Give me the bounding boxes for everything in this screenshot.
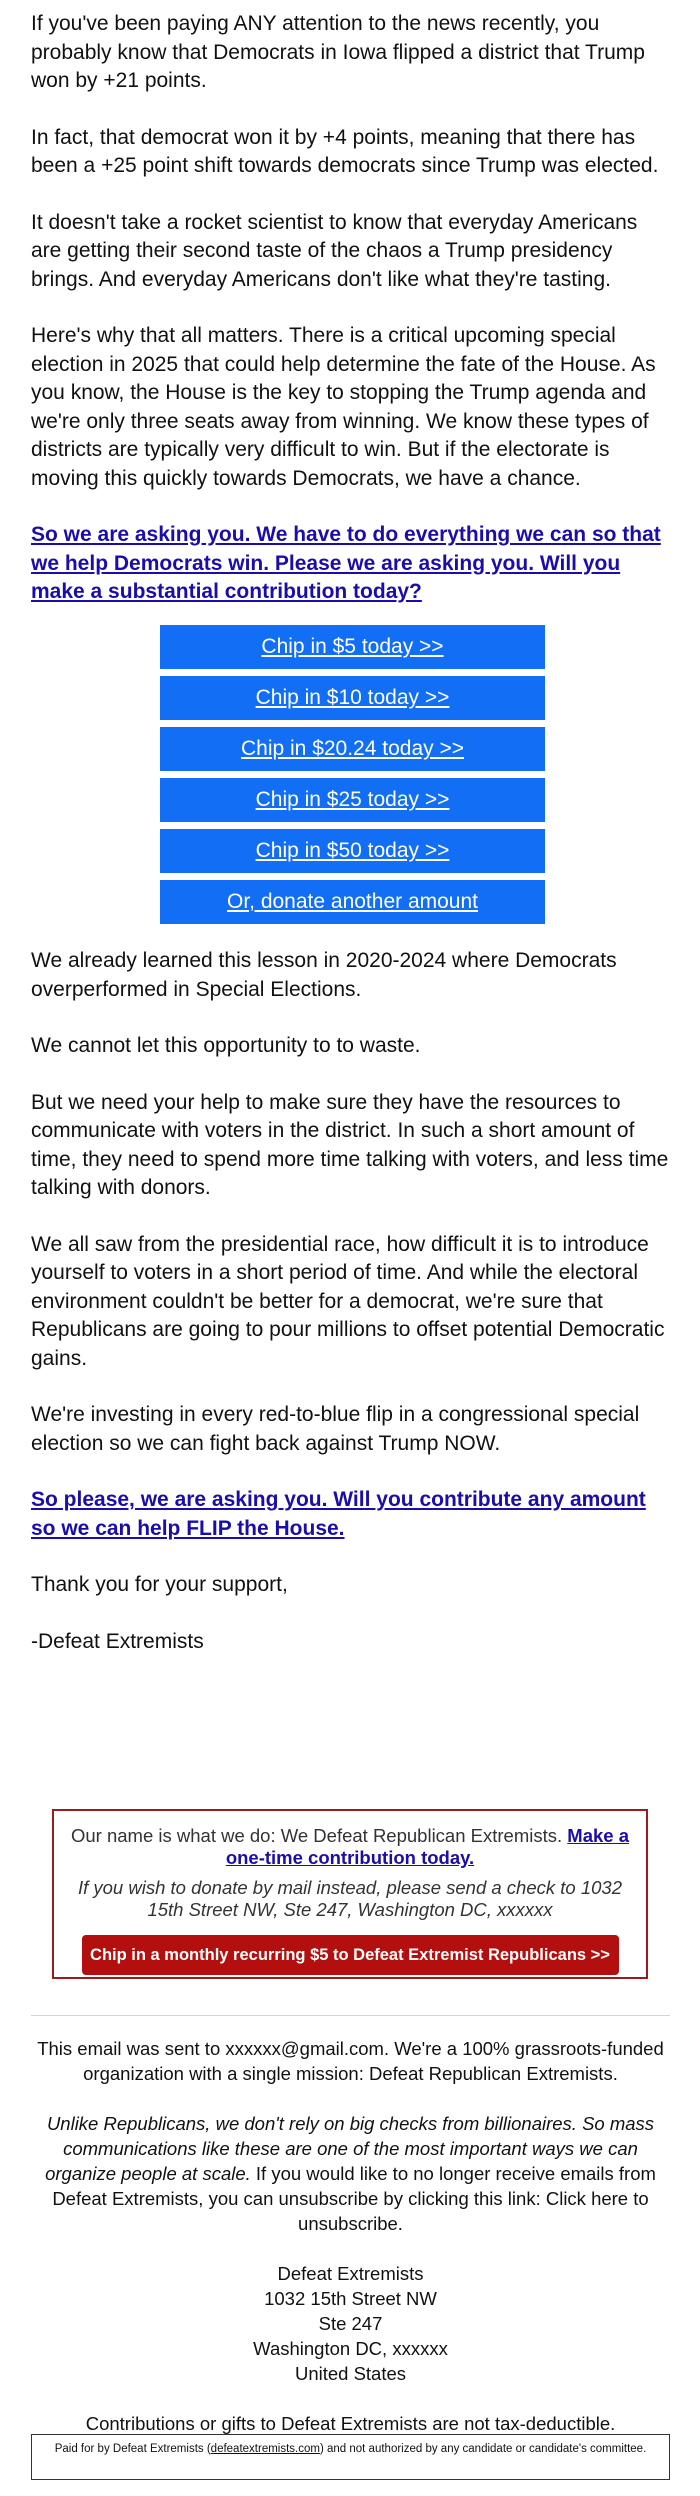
body-paragraph-5: We're investing in every red-to-blue flip in a congressional special election so we can fight back against Trump NOW. (31, 1403, 640, 1455)
body-section (31, 947, 671, 1684)
flip-house-cta-link[interactable]: So please, we are asking you. Will you contribute any amount so we can help FLIP the House. (31, 1488, 646, 1540)
intro-paragraph-3: It doesn't take a rocket scientist to know that everyday Americans are getting their second taste of the chaos a Trump presidency brings. And everyday Americans don't like what they're tasting. (31, 210, 638, 291)
intro-paragraph-2: In fact, that democrat won it by +4 points, meaning that there has been a +25 point shift towards democrats since Trump was elected. (31, 125, 659, 177)
signature: -Defeat Extremists (31, 1629, 204, 1653)
footer-italic-text: Unlike Republicans, we don't rely on big checks from billionaires. So mass communications like these are one of the most important ways we can organize people at scale. (45, 2113, 655, 2184)
contribution-cta-link[interactable]: So we are asking you. We have to do everything we can so that we help Democrats win. Please we are asking you. Will you make a substantial contribution today? (31, 523, 661, 603)
promo-mission-text: Our name is what we do: We Defeat Republican Extremists. (70, 1825, 563, 1846)
donate-other-amount-button[interactable]: Or, donate another amount (160, 880, 545, 924)
address-line-org: Defeat Extremists (277, 2263, 424, 2284)
chip-in-25-button[interactable]: Chip in $25 today >> (160, 778, 545, 822)
intro-section (31, 10, 671, 635)
address-line-street: 1032 15th Street NW (264, 2288, 437, 2309)
intro-paragraph-1: If you've been paying ANY attention to the news recently, you probably know that Democrats in Iowa flipped a district that Trump won by +21 points. (31, 12, 645, 92)
tax-note: Contributions or gifts to Defeat Extremists are not tax-deductible. (85, 2413, 616, 2434)
body-paragraph-2: We cannot let this opportunity to to waste. (31, 1034, 421, 1057)
chip-in-10-button[interactable]: Chip in $10 today >> (160, 676, 545, 720)
promo-box (52, 1809, 648, 1979)
sent-to-text: This email was sent to xxxxxx@gmail.com. We're a 100% grassroots-funded organization with a single mission: Defeat Republican Extremists. (37, 2038, 664, 2084)
mail-donation-note: If you wish to donate by mail instead, please send a check to 1032 15th Street NW, Ste 247, Washington DC, xxxxxx (77, 1877, 623, 1920)
chip-in-20-24-button[interactable]: Chip in $20.24 today >> (160, 727, 545, 771)
mailing-address (31, 2261, 670, 2386)
monthly-recurring-button[interactable]: Chip in a monthly recurring $5 to Defeat Extremist Republicans >> (82, 1935, 619, 1975)
address-line-city: Washington DC, xxxxxx (253, 2338, 448, 2359)
website-link[interactable]: defeatextremists.com (210, 2443, 320, 2455)
body-paragraph-4: We all saw from the presidential race, how difficult it is to introduce yourself to voters in a short period of time. And while the electoral environment couldn't be better for a democrat, we're sure that Republicans are going to pour millions to offset potential Democratic gains. (31, 1232, 665, 1370)
footer-divider (31, 2015, 670, 2016)
thanks-line: Thank you for your support, (31, 1573, 288, 1596)
address-line-suite: Ste 247 (318, 2313, 383, 2334)
address-line-country: United States (294, 2363, 407, 2384)
paid-for-disclaimer (31, 2434, 670, 2480)
chip-in-50-button[interactable]: Chip in $50 today >> (160, 829, 545, 873)
footer (31, 2036, 670, 2461)
footer-message (31, 2111, 670, 2236)
body-paragraph-3: But we need your help to make sure they have the resources to communicate with voters in the district. In such a short amount of time, they need to spend more time talking with voters, and less time talking with donors. (31, 1090, 669, 1199)
body-paragraph-1: We already learned this lesson in 2020-2024 where Democrats overperformed in Special Elections. (31, 949, 617, 1001)
chip-in-5-button[interactable]: Chip in $5 today >> (160, 625, 545, 669)
donate-button-group (160, 625, 545, 931)
unsubscribe-text[interactable]: If you would like to no longer receive emails from Defeat Extremists, you can unsubscribe by clicking this link: Click here to unsubscribe. (52, 2163, 656, 2234)
paid-for-prefix: Paid for by Defeat Extremists ( (54, 2443, 211, 2455)
one-time-contribution-link[interactable]: Make a one-time contribution today. (225, 1825, 629, 1868)
intro-paragraph-4: Here's why that all matters. There is a critical upcoming special election in 2025 that could help determine the fate of the House. As you know, the House is the key to stopping the Trump agenda and we're only three seats away from winning. We know these types of districts are typically very difficult to win. But if the electorate is moving this quickly towards Democrats, we have a chance. (31, 324, 656, 490)
paid-for-suffix: ) and not authorized by any candidate or candidate's committee. (319, 2443, 647, 2455)
promo-text (70, 1825, 630, 1869)
